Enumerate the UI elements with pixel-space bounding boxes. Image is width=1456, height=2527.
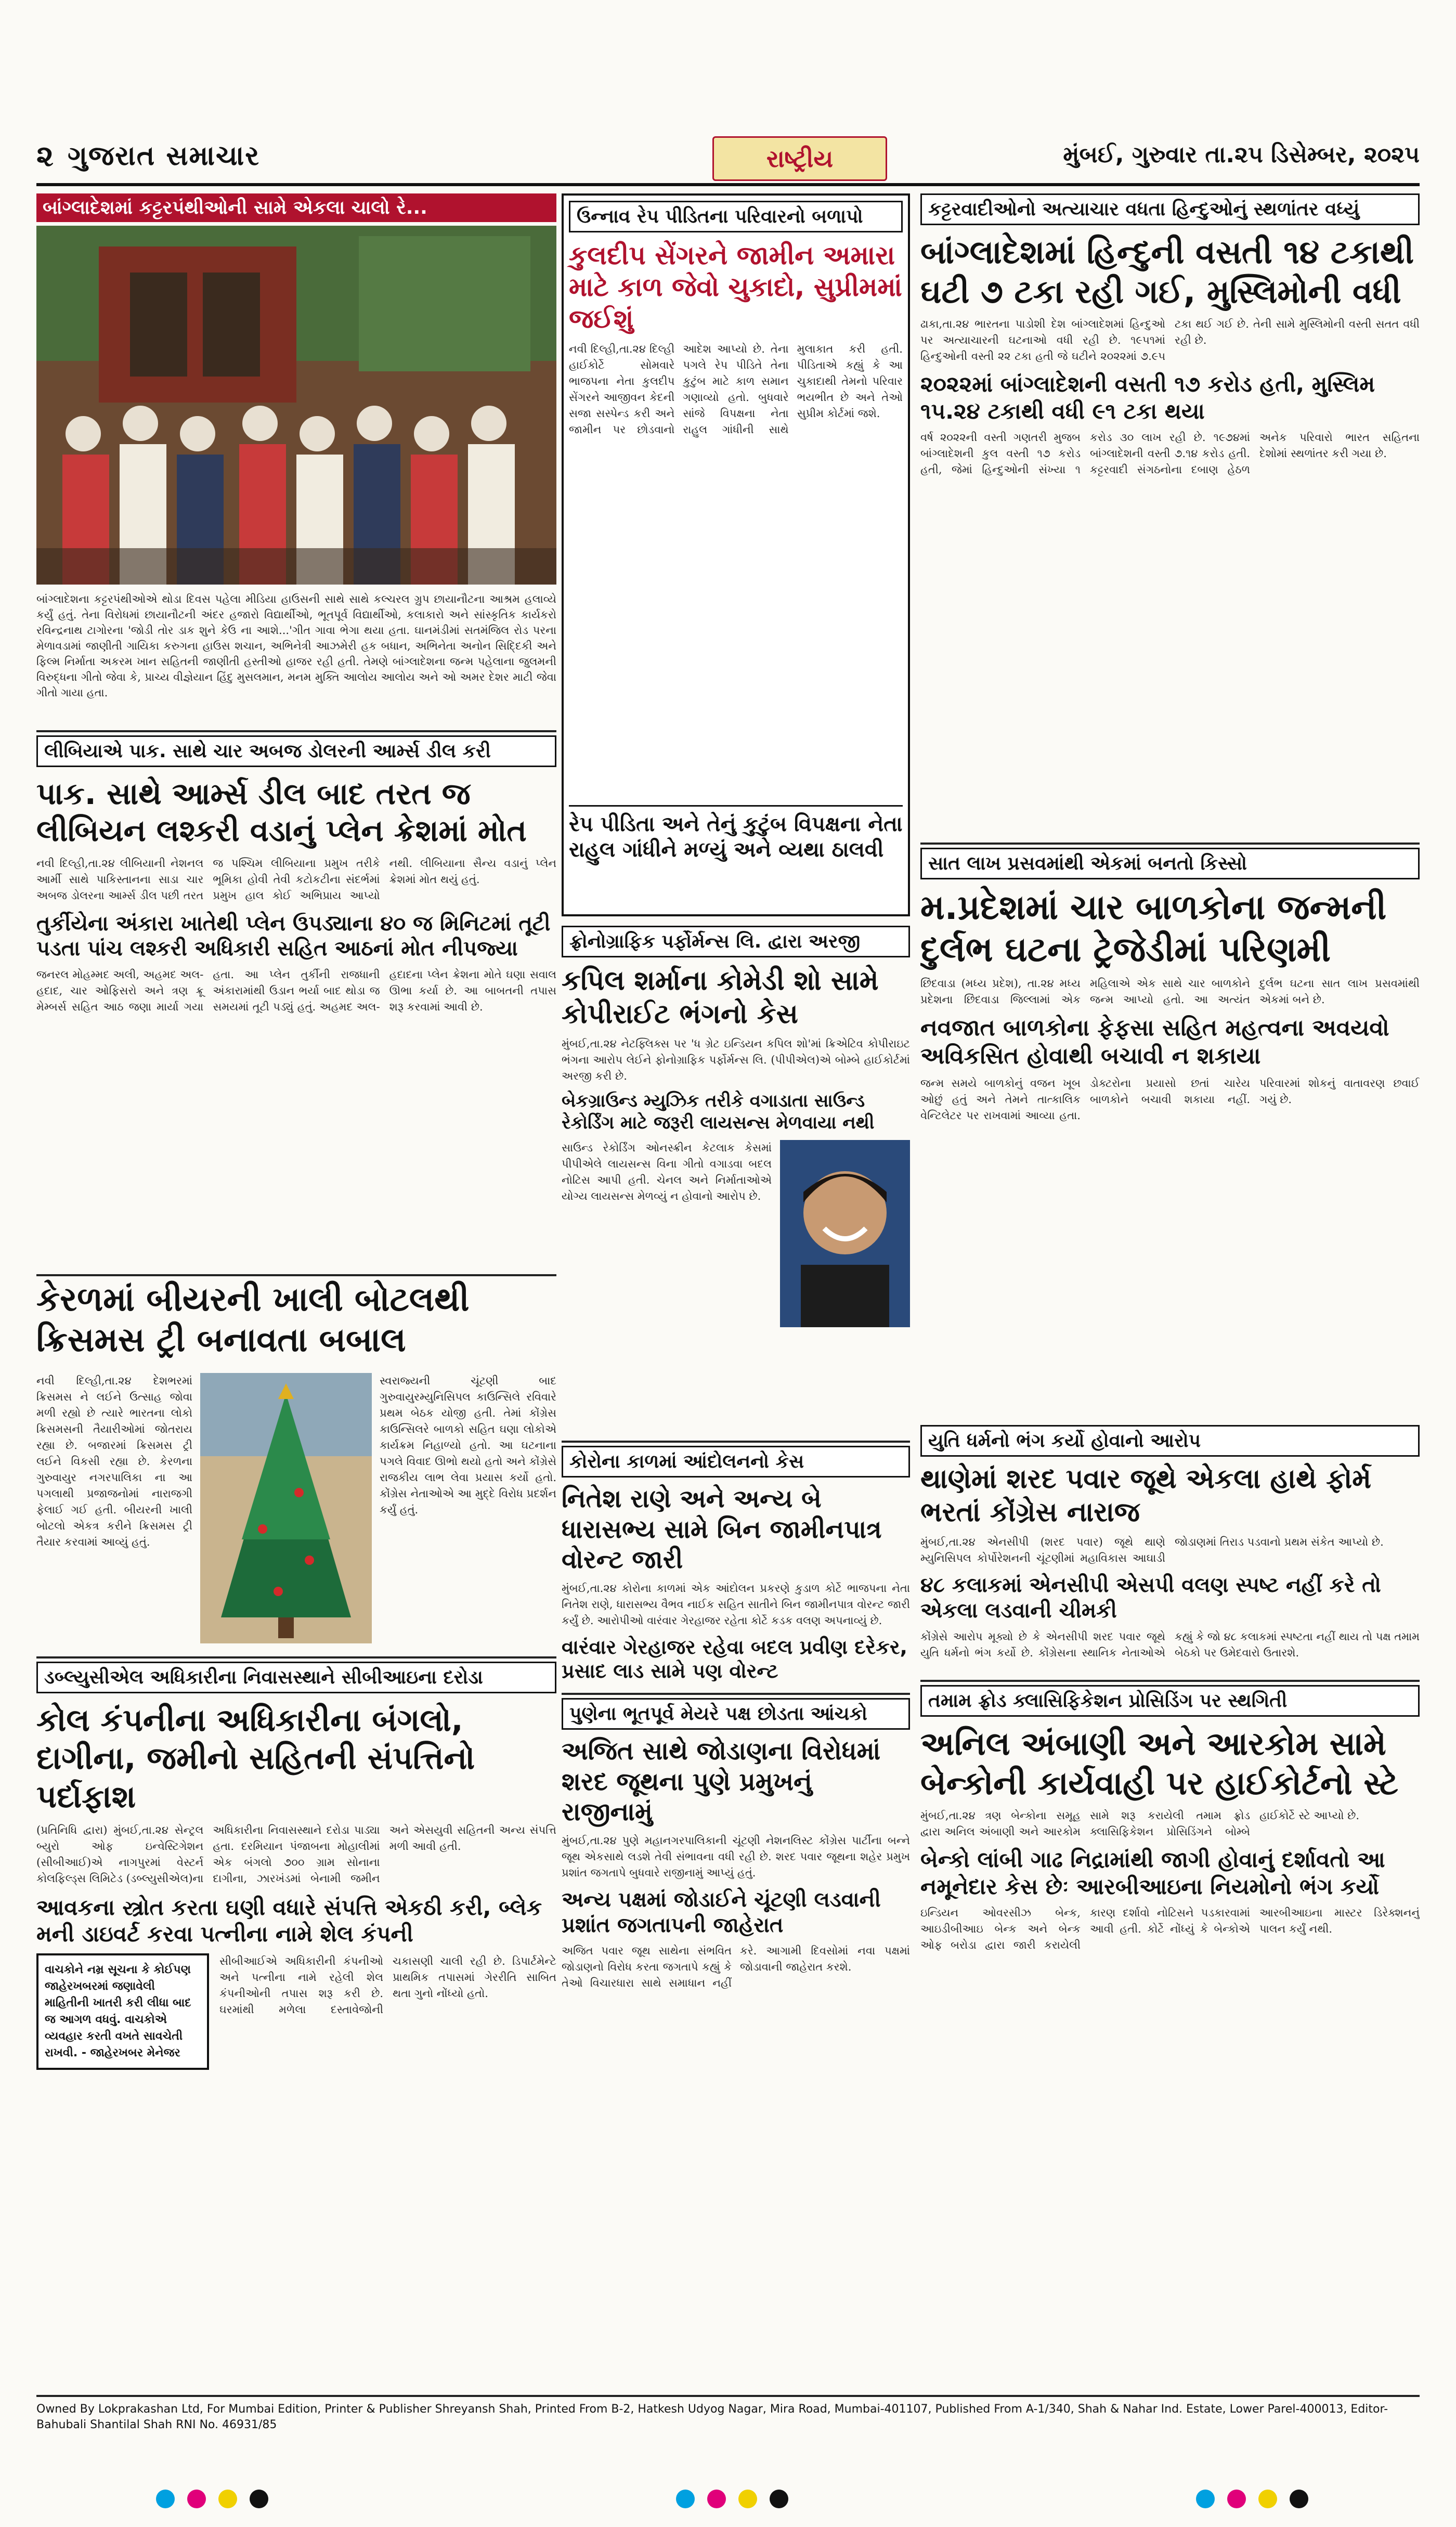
- story-bangladesh-hindus: [920, 193, 1420, 838]
- section-label: રાષ્ટ્રીય: [712, 136, 887, 181]
- registration-dot: [770, 2490, 788, 2508]
- registration-dot: [250, 2490, 268, 2508]
- story-body: નવી દિલ્હી,તા.૨૪ લીબિયાની નેશનલ આર્મી સાથે પાકિસ્તાનના સાડા ચાર અબજ ડોલરના આર્મ્સ ડીલ પછી તરત જ પશ્ચિમ લીબિયાના પ્રમુખ તરીકે ભૂમિકા હોવી તેવી કટોકટીના સંદર્ભમાં પ્રમુખ હાલ કોઈ અભિપ્રાય આપ્યો નથી. લીબિયાના સૈન્ય વડાનું પ્લેન ક્રેશમાં મોત થયું હતું.: [36, 857, 556, 902]
- story-body-2: સ્વરાજ્યની ચૂંટણી બાદ ગુરુવાયુરમ્યુનિસિપલ કાઉન્સિલે રવિવારે પ્રથમ બેઠક યોજી હતી. તેમાં કોંગ્રેસ કાઉન્સિલરે બાળકો સહિત ઘણા લોકોએ કાર્યક્રમ નિહાળ્યો હતો. આ ઘટનાના પગલે વિવાદ ઊભો થયો હતો અને કોંગ્રેસે રાજકીય લાભ લેવા પ્રયાસ કર્યો હતો. કોંગ્રેસ નેતાઓએ આ મુદ્દે વિરોધ પ્રદર્શન કર્યું હતું.: [380, 1375, 556, 1516]
- story-unnao: [562, 193, 910, 916]
- story-footer-headline: રેપ પીડિતા અને તેનું કુટુંબ વિપક્ષના નેતા રાહુલ ગાંધીને મળ્યું અને વ્યથા ઠાલવી: [569, 805, 903, 863]
- story-body-2: વર્ષ ૨૦૨૨ની વસ્તી ગણતરી મુજબ બાંગ્લાદેશની કુલ વસ્તી ૧૭ કરોડ હતી, જેમાં હિન્દુઓની સંખ્યા ૧ કરોડ ૩૦ લાખ રહી છે. ૧૯૭૪માં બાંગ્લાદેશની વસ્તી ૭.૧૪ કરોડ હતી. કટ્ટરવાદી સંગઠનોના દબાણ હેઠળ અનેક પરિવારો ભારત સહિતના દેશોમાં સ્થળાંતર કરી ગયા છે.: [920, 431, 1420, 476]
- story-headline: કપિલ શર્માના કોમેડી શો સામે કોપીરાઈટ ભંગનો કેસ: [562, 965, 879, 1030]
- story-subhead: તુર્કીયેના અંકારા ખાતેથી પ્લેન ઉપડ્યાના ૪૦ જ મિનિટમાં તૂટી પડતા પાંચ લશ્કરી અધિકારી સહિત આઠનાં મોત નીપજ્યા: [36, 911, 551, 961]
- story-body: મુંબઈ,તા.૨૪ નેટફ્લિક્સ પર 'ધ ગ્રેટ ઇન્ડિયન કપિલ શો'માં ક્રિએટિવ કોપીરાઇટ ભંગના આરોપ લેઈને ફોનોગ્રાફિક પર્ફોર્મન્સ લિ. (પીપીએલ)એ બોમ્બે હાઈકોર્ટમાં અરજી કરી છે.: [562, 1038, 910, 1083]
- story-subhead: બેકગ્રાઉન્ડ મ્યુઝિક તરીકે વગાડાતા સાઉન્ડ રેકોર્ડિંગ માટે જરૂરી લાયસન્સ મેળવાયા નથી: [562, 1091, 875, 1133]
- story-subhead: વારંવાર ગેરહાજર રહેવા બદલ પ્રવીણ દરેકર, પ્રસાદ લાડ સામે પણ વોરન્ટ: [562, 1635, 907, 1683]
- story-body-2: અજિત પવાર જૂથ સાથેના સંભવિત જોડાણનો વિરોધ કરતા જગતાપે કહ્યું કે તેઓ વિચારધારા સાથે સમાધાન નહીં કરે. આગામી દિવસોમાં નવા પક્ષમાં જોડાવાની જાહેરાત કરશે.: [562, 1945, 910, 1990]
- page-number: ૨: [36, 139, 54, 173]
- story-nitesh-rane: [562, 1446, 910, 1690]
- registration-dot: [738, 2490, 757, 2508]
- story-headline: પાક. સાથે આર્મ્સ ડીલ બાદ તરત જ લીબિયન લશ્કરી વડાનું પ્લેન ક્રેશમાં મોત: [36, 776, 527, 848]
- story-kicker: યુતિ ધર્મનો ભંગ કર્યો હોવાનો આરોપ: [920, 1425, 1420, 1457]
- story-body-2: ઇન્ડિયન ઓવરસીઝ બેન્ક, આઇડીબીઆઇ બેન્ક અને બેન્ક ઓફ બરોડા દ્વારા જારી કરાયેલી કારણ દર્શાવો નોટિસને પડકારવામાં આવી હતી. કોર્ટે નોંધ્યું કે બેન્કોએ આરબીઆઇના માસ્ટર ડિરેક્શનનું પાલન કર્યું નથી.: [920, 1906, 1420, 1951]
- story-headline: બાંગ્લાદેશમાં હિન્દુની વસતી ૧૪ ટકાથી ઘટી ૭ ટકા રહી ગઈ, મુસ્લિમોની વધી: [920, 233, 1414, 310]
- reader-notice-box: વાચકોને નમ્ર સૂચના કે કોઈપણ જાહેરખબરમાં જણાવેલી માહિતીની ખાતરી કરી લીધા બાદ જ આગળ વધવું. વાચકોએ વ્યવહાર કરતી વખતે સાવચેતી રાખવી. - જાહેરખબર મેનેજર: [36, 1953, 209, 2070]
- divider: [562, 1441, 910, 1443]
- story-kicker: ફ્રોનોગ્રાફિક પર્ફોર્મન્સ લિ. દ્વારા અરજી: [562, 926, 910, 957]
- story-subhead: ૨૦૨૨માં બાંગ્લાદેશની વસતી ૧૭ કરોડ હતી, મુસ્લિમ ૧૫.૨૪ ટકાથી વધી ૯૧ ટકા થયા: [920, 371, 1375, 424]
- story-headline: અનિલ અંબાણી અને આરકોમ સામે બેન્કોની કાર્યવાહી પર હાઈકોર્ટનો સ્ટે: [920, 1725, 1399, 1802]
- registration-dot: [1290, 2490, 1308, 2508]
- story-body: નવી દિલ્હી,તા.૨૪ દિલ્હી હાઈકોર્ટે સોમવારે ભાજપના નેતા કુલદીપ સેંગરને આજીવન કેદની સજા સસ્પેન્ડ કરી અને જામીન પર છોડવાનો આદેશ આપ્યો છે. તેના પગલે રેપ પીડિતે તેના કુટુંબ માટે કાળ સમાન ગણાવ્યો હતો. બુધવારે સાંજે વિપક્ષના નેતા રાહુલ ગાંધીની સાથે મુલાકાત કરી હતી. પીડિતાએ કહ્યું કે આ ચુકાદાથી તેમનો પરિવાર ભયભીત છે અને તેઓ સુપ્રીમ કોર્ટમાં જશે.: [569, 343, 903, 436]
- story-pune-ncp: [562, 1698, 910, 2385]
- story-kicker: તમામ ફ્રોડ ક્લાસિફિકેશન પ્રોસિડિંગ પર સ્થગિતી: [920, 1685, 1420, 1717]
- story-kapil-sharma: [562, 926, 910, 1435]
- registration-dot: [707, 2490, 726, 2508]
- story-headline: મ.પ્રદેશમાં ચાર બાળકોના જન્મની દુર્લભ ઘટના ટ્રેજેડીમાં પરિણમી: [920, 887, 1387, 969]
- story-headline: કેરળમાં બીયરની ખાલી બોટલથી ક્રિસમસ ટ્રી બનાવતા બબાલ: [36, 1280, 470, 1360]
- story-kicker: કોરોના કાળમાં આંદોલનનો કેસ: [562, 1446, 910, 1478]
- story-body-2: [562, 1689, 910, 1690]
- story-body-2: સાઉન્ડ રેકોર્ડિંગ ઓનસ્ક્રીન કેટલાક કેસમાં પીપીએલે લાયસન્સ વિના ગીતો વગાડવા બદલ નોટિસ આપી હતી. ચેનલ અને નિર્માતાઓએ યોગ્ય લાયસન્સ મેળવ્યું ન હોવાનો આરોપ છે.: [562, 1142, 772, 1202]
- story-kicker: પુણેના ભૂતપૂર્વ મેયરે પક્ષ છોડતા આંચકો: [562, 1698, 910, 1730]
- divider: [920, 843, 1420, 845]
- divider: [562, 1693, 910, 1695]
- story-libya-crash: [36, 735, 556, 1271]
- story-body-2: જનરલ મોહમ્મદ અલી, અહમદ અલ-હદાદ, ચાર ઓફિસરો અને ત્રણ ક્રૂ મેમ્બર્સ સહિત આઠ જણા માર્યા ગયા હતા. આ પ્લેન તુર્કીની રાજધાની અંકારામાંથી ઉડાન ભર્યા બાદ થોડા જ સમયમાં તૂટી પડ્યું હતું. અહમદ અલ-હદાદના પ્લેન ક્રેશના મોતે ઘણા સવાલ ઊભા કર્યા છે. આ બાબતની તપાસ શરૂ કરવામાં આવી છે.: [36, 968, 556, 1014]
- story-headline: કુલદીપ સેંગરને જામીન અમારા માટે કાળ જેવો ચુકાદો, સુપ્રીમમાં જઈશું: [569, 240, 902, 334]
- divider: [36, 730, 556, 732]
- story-body: મુંબઈ,તા.૨૪ કોરોના કાળમાં એક આંદોલન પ્રકરણે કુડાળ કોર્ટે ભાજપના નેતા નિતેશ રાણે, ધારાસભ્ય વૈભવ નાઈક સહિત સાતીને બિન જામીનપાત્ર વોરન્ટ જારી કર્યું છે. આરોપીઓ વારંવાર ગેરહાજર રહેતા કોર્ટે કડક વલણ અપનાવ્યું છે.: [562, 1582, 910, 1627]
- story-subhead: આવકના સ્ત્રોત કરતા ઘણી વધારે સંપત્તિ એકઠી કરી, બ્લેક મની ડાઇવર્ટ કરવા પત્નીના નામે શેલ કંપની: [36, 1894, 542, 1947]
- protest-photo: [36, 226, 556, 585]
- divider: [36, 1656, 556, 1658]
- edition-date: મુંબઈ, ગુરુવાર તા.૨૫ ડિસેમ્બર, ૨૦૨૫: [1063, 141, 1420, 168]
- divider: [920, 1680, 1420, 1682]
- story-body: મુંબઈ,તા.૨૪ પુણે મહાનગરપાલિકાની ચૂંટણી નેશનલિસ્ટ કોંગ્રેસ પાર્ટીના બન્ને જૂથ એકસાથે લડશે તેવી સંભાવના વધી રહી છે. શરદ પવાર જૂથના શહેર પ્રમુખ પ્રશાંત જગતાપે બુધવારે રાજીનામું આપ્યું હતું.: [562, 1834, 910, 1879]
- story-headline: કોલ કંપનીના અધિકારીના બંગલો, દાગીના, જમીનો સહિતની સંપત્તિનો પર્દાફાશ: [36, 1702, 475, 1815]
- imprint-line: Owned By Lokprakashan Ltd, For Mumbai Edition, Printer & Publisher Shreyansh Shah, Printed From B-2, Hatkesh Udyog Nagar, Mira Road, Mumbai-401107, Published From A-1/340, Shah & Nahar Ind. Estate, Lower Parel-400013, Editor- Bahubali Shantilal Shah RNI No. 46931/85: [36, 2403, 1388, 2431]
- story-body-2: કોંગ્રેસે આરોપ મૂક્યો છે કે એનસીપી શરદ પવાર જૂથે યુતિ ધર્મનો ભંગ કર્યો છે. કોંગ્રેસના સ્થાનિક નેતાઓએ કહ્યું કે જો ૪૮ કલાકમાં સ્પષ્ટતા નહીં થાય તો પક્ષ તમામ બેઠકો પર ઉમેદવારો ઉતારશે.: [920, 1630, 1420, 1659]
- story-subhead: બેન્કો લાંબી ગાઢ નિદ્રામાંથી જાગી હોવાનું દર્શાવતો આ નમૂનેદાર કેસ છેઃ આરબીઆઇના નિયમોનો ભંગ કર્યો: [920, 1847, 1385, 1899]
- registration-dot: [218, 2490, 237, 2508]
- story-body: ઢાકા,તા.૨૪ ભારતના પાડોશી દેશ બાંગ્લાદેશમાં હિન્દુઓ પર અત્યાચારની ઘટનાઓ વધી રહી છે. ૧૯૫૧માં હિન્દુઓની વસ્તી ૨૨ ટકા હતી જે ઘટીને ૨૦૨૨માં ૭.૯૫ ટકા થઈ ગઈ છે. તેની સામે મુસ્લિમોની વસ્તી સતત વધી રહી છે.: [920, 318, 1420, 363]
- story-body: નવી દિલ્હી,તા.૨૪ દેશભરમાં ક્રિસમસ ને લઈને ઉત્સાહ જોવા મળી રહ્યો છે ત્યારે ભારતના લોકો ક્રિસમસની તૈયારીઓમાં જોતરાય રહ્યા છે. બજારમાં ક્રિસમસ ટ્રી લઈને વિકસી રહ્યા છે. કેરળના ગુરુવાયુર નગરપાલિકા ના આ પગલાથી પ્રજાજનોમાં નારાજગી ફેલાઈ ગઈ હતી. બીયરની ખાલી બોટલો એકત્ર કરીને ક્રિસમસ ટ્રી તૈયાર કરવામાં આવ્યું હતું.: [36, 1375, 192, 1548]
- registration-dot: [1227, 2490, 1246, 2508]
- story-kicker: ઉન્નાવ રેપ પીડિતના પરિવારનો બળાપો: [569, 201, 903, 232]
- story-body-2: સીબીઆઈએ અધિકારીની કંપનીઓ અને પત્નીના નામે રહેલી શેલ કંપનીઓની તપાસ શરૂ કરી છે. ઘરમાંથી મળેલા દસ્તાવેજોની ચકાસણી ચાલી રહી છે. ડિપાર્ટમેન્ટે પ્રાથમિક તપાસમાં ગેરરીતિ સાબિત થતા ગુનો નોંધ્યો હતો.: [219, 1955, 556, 2016]
- story-body: (પ્રતિનિધિ દ્વારા) મુંબઈ,તા.૨૪ સેન્ટ્રલ બ્યુરો ઓફ ઇન્વેસ્ટિગેશન (સીબીઆઈ)એ નાગપુરમાં વેસ્ટર્ન કોલફિલ્ડ્સ લિમિટેડ (ડબ્લ્યુસીએલ)ના અધિકારીના નિવાસસ્થાને દરોડા પાડ્યા હતા. દરમિયાન પંજાબના મોહાલીમાં એક બંગલો ૭૦૦ ગ્રામ સોનાના દાગીના, ઝારખંડમાં બેનામી જમીન અને એસયુવી સહિતની અન્ય સંપત્તિ મળી આવી હતી.: [36, 1823, 556, 1885]
- story-kicker: સાત લાખ પ્રસવમાંથી એકમાં બનતો કિસ્સો: [920, 848, 1420, 879]
- footer-rule: [36, 2395, 1420, 2397]
- story-anil-ambani: [920, 1685, 1420, 2387]
- story-body: છિંદવાડા (મધ્ય પ્રદેશ), તા.૨૪ મધ્ય પ્રદેશના છિંદવાડા જિલ્લામાં એક મહિલાએ એક સાથે ચાર બાળકોને જન્મ આપ્યો હતો. આ અત્યંત દુર્લભ ઘટના સાત લાખ પ્રસવમાંથી એકમાં બને છે.: [920, 977, 1420, 1006]
- story-headline: અજિત સાથે જોડાણના વિરોધમાં શરદ જૂથના પુણે પ્રમુખનું રાજીનામું: [562, 1736, 881, 1827]
- kapil-photo: [780, 1140, 910, 1327]
- registration-dot: [187, 2490, 206, 2508]
- story-body: મુંબઈ,તા.૨૪ એનસીપી (શરદ પવાર) જૂથે થાણે મ્યુનિસિપલ કોર્પોરેશનની ચૂંટણીમાં મહાવિકાસ આઘાડી જોડાણમાં તિરાડ પડવાનો પ્રથમ સંકેત આપ્યો છે.: [920, 1536, 1384, 1565]
- story-kicker: કટ્ટરવાદીઓનો અત્યાચાર વધતા હિન્દુઓનું સ્થળાંતર વધ્યું: [920, 193, 1420, 225]
- story-body-2: જન્મ સમયે બાળકોનું વજન ખૂબ ઓછું હતું અને તેમને તાત્કાલિક વેન્ટિલેટર પર રાખવામાં આવ્યા હતા. ડોક્ટરોના પ્રયાસો છતાં ચારેય બાળકોને બચાવી શકાયા નહીં. પરિવારમાં શોકનું વાતાવરણ છવાઈ ગયું છે.: [920, 1077, 1420, 1122]
- registration-dot: [1196, 2490, 1215, 2508]
- brand-name: ગુજરાત સમાચાર: [68, 140, 261, 172]
- color-registration-strip: [0, 2489, 1456, 2509]
- story-kicker: લીબિયાએ પાક. સાથે ચાર અબજ ડોલરની આર્મ્સ ડીલ કરી: [36, 735, 556, 767]
- story-cbi-raid: [36, 1662, 556, 2390]
- story-kerala-tree: [36, 1279, 556, 1654]
- story-kicker: ડબ્લ્યુસીએલ અધિકારીના નિવાસસ્થાને સીબીઆઇના દરોડા: [36, 1662, 556, 1693]
- divider: [36, 1274, 556, 1276]
- registration-dot: [1258, 2490, 1277, 2508]
- story-mp-quadruplets: [920, 848, 1420, 1420]
- photo-caption: બાંગ્લાદેશના કટ્ટરપંથીઓએ થોડા દિવસ પહેલા મીડિયા હાઉસની સાથે સાથે કલ્ચરલ ગ્રુપ છાયાનૌટના આશ્રમ હલાવ્યે કર્યું હતું. તેના વિરોધમાં છાયાનૌટની અંદર હજારો વિદ્યાર્થીઓ, ભૂતપૂર્વ વિદ્યાર્થીઓ, કલાકારો અને સાંસ્કૃતિક કાર્યકરો રવિન્દ્રનાથ ટાગોરના 'જોડી તોર ડાક શુને કેઉ ના આશે...'ગીત ગાવા ભેગા થયા હતા. ઘાનમંડીમાં સતમંજિલ રોડ પરના મેળાવડામાં જાણીતી ગાયિકા કરુગના હાઉસ શચાન, અભિનેત્રી આઝમેરી હક બધાન, અભિનેતા અનોન સિદ્દિકી અને ફિલ્મ નિર્માતા અકરમ ખાન સહિતની જાણીતી હસ્તીઓ હાજર રહી હતી. તેમણે બાંગ્લાદેશના જન્મ પહેલાના જુલમની વિરુદ્ધના ગીતો જેવા કે, પ્રાચ્ય વીજ્ઞેયાન હિંદુ મુસલમાન, મનમ મુક્તિ આલોય આલોય અને ઓ અમર દેશર માટી જેવા ગીતો ગાયા હતા.: [36, 593, 556, 699]
- story-bangladesh-protest: [36, 193, 556, 729]
- registration-dot: [676, 2490, 695, 2508]
- bottle-tree-photo: [200, 1373, 372, 1643]
- story-body: મુંબઈ,તા.૨૪ ત્રણ બેન્કોના સમૂહ દ્વારા અનિલ અંબાણી અને આરકોમ સામે શરૂ કરાયેલી તમામ ફ્રોડ ક્લાસિફિકેશન પ્રોસિડિંગને બોમ્બે હાઈકોર્ટે સ્ટે આપ્યો છે.: [920, 1809, 1360, 1838]
- story-subhead: અન્ય પક્ષમાં જોડાઈને ચૂંટણી લડવાની પ્રશાંત જગતાપની જાહેરાત: [562, 1887, 881, 1937]
- story-headline: નિતેશ રાણે અને અન્ય બે ધારાસભ્ય સામે બિન જામીનપાત્ર વોરન્ટ જારી: [562, 1484, 882, 1575]
- masthead: [36, 136, 1420, 181]
- story-subhead: નવજાત બાળકોના ફેફસા સહિત મહત્વના અવયવો અવિકસિત હોવાથી બચાવી ન શકાયા: [920, 1015, 1389, 1069]
- registration-dot: [156, 2490, 175, 2508]
- story-subhead: ૪૮ કલાકમાં એનસીપી એસપી વલણ સ્પષ્ટ નહીં કરે તો એકલા લડવાની ચીમકી: [920, 1573, 1381, 1623]
- story-thane-ncp: [920, 1425, 1420, 1675]
- story-kicker: બાંગ્લાદેશમાં કટ્ટરપંથીઓની સામે એકલા ચાલો રે...: [36, 193, 556, 222]
- story-headline: થાણેમાં શરદ પવાર જૂથે એકલા હાથે ફોર્મ ભરતાં કોંગ્રેસ નારાજ: [920, 1463, 1371, 1528]
- masthead-rule: [36, 183, 1420, 186]
